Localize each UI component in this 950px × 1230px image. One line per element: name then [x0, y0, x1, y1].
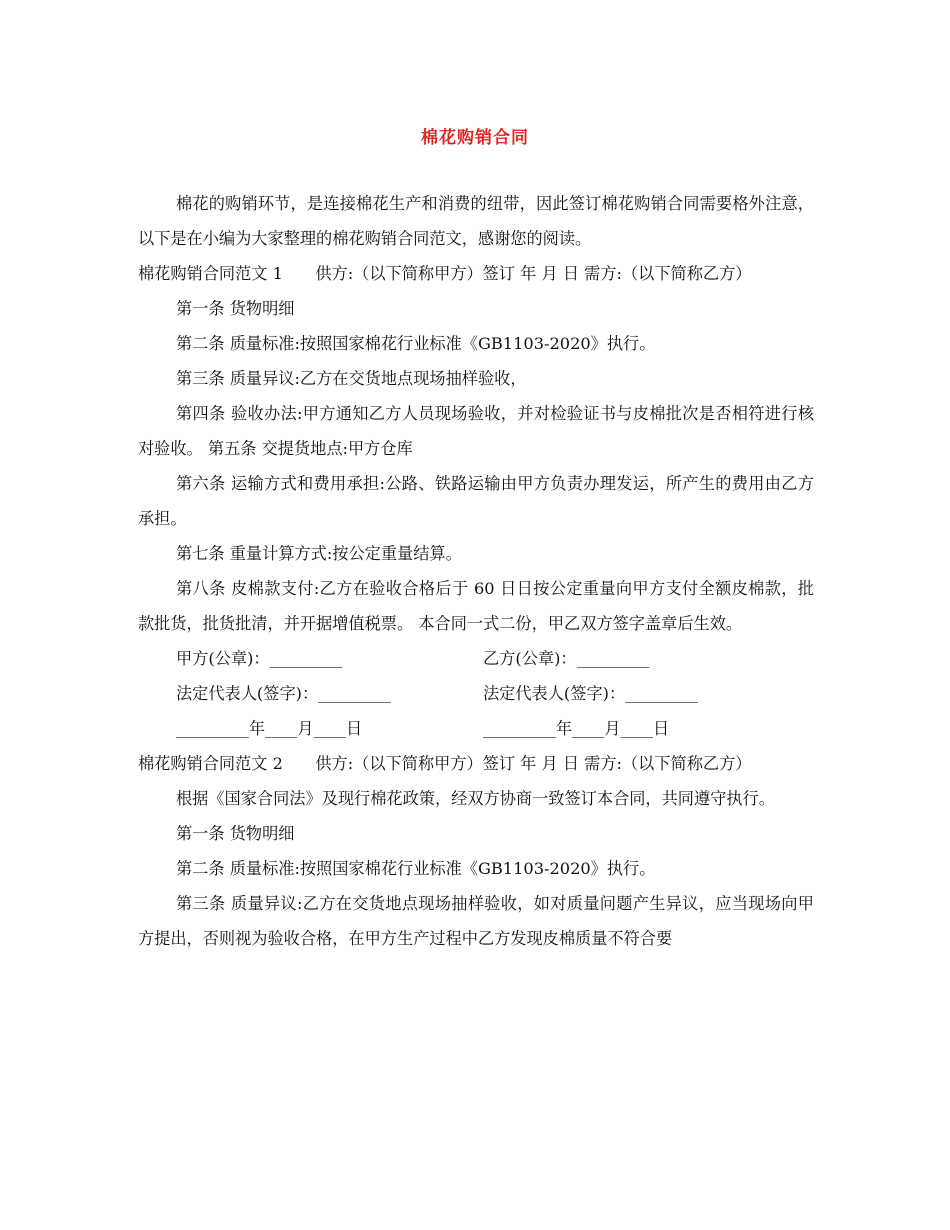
party-b-seal-line: 乙方(公章)：_________ — [483, 649, 650, 668]
document-body — [138, 186, 814, 956]
sample2-article-2: 第二条 质量标准:按照国家棉花行业标准《GB1103-2020》执行。 — [176, 859, 656, 878]
sample1-article-6: 第六条 运输方式和费用承担:公路、铁路运输由甲方负责办理发运，所产生的费用由乙方承担。 — [138, 474, 814, 528]
party-b-date-line: _________年____月____日 — [483, 719, 670, 738]
sample1-article-8: 第八条 皮棉款支付:乙方在验收合格后于 60 日日按公定重量向甲方支付全额皮棉款，批款批货，批货批清，并开据增值税票。 本合同一式二份，甲乙双方签字盖章后生效。 — [138, 579, 814, 633]
signature-seal-row — [138, 641, 814, 676]
party-b-rep-line: 法定代表人(签字)：_________ — [483, 684, 698, 703]
party-a-seal-line: 甲方(公章)：_________ — [176, 649, 343, 668]
signature-date-row — [138, 711, 814, 746]
intro-paragraph: 棉花的购销环节，是连接棉花生产和消费的纽带，因此签订棉花购销合同需要格外注意，以下是在小编为大家整理的棉花购销合同范文，感谢您的阅读。 — [138, 194, 814, 248]
signature-rep-row — [138, 676, 814, 711]
sample1-article-4-5: 第四条 验收办法:甲方通知乙方人员现场验收，并对检验证书与皮棉批次是否相符进行核对验收。 第五条 交提货地点:甲方仓库 — [138, 404, 814, 458]
sample2-preamble: 根据《国家合同法》及现行棉花政策，经双方协商一致签订本合同，共同遵守执行。 — [176, 789, 775, 808]
party-a-date-line: _________年____月____日 — [176, 719, 363, 738]
sample2-heading: 棉花购销合同范文 2 供方:（以下简称甲方）签订 年 月 日 需方:（以下简称乙方） — [138, 754, 752, 773]
sample1-article-1: 第一条 货物明细 — [176, 299, 295, 318]
document-title: 棉花购销合同 — [421, 128, 529, 148]
sample1-heading: 棉花购销合同范文 1 供方:（以下简称甲方）签订 年 月 日 需方:（以下简称乙方） — [138, 264, 752, 283]
sample1-article-7: 第七条 重量计算方式:按公定重量结算。 — [176, 544, 462, 563]
sample2-article-3: 第三条 质量异议:乙方在交货地点现场抽样验收，如对质量问题产生异议，应当现场向甲方提出，否则视为验收合格，在甲方生产过程中乙方发现皮棉质量不符合要 — [138, 894, 814, 948]
sample2-article-1: 第一条 货物明细 — [176, 824, 295, 843]
sample1-article-3: 第三条 质量异议:乙方在交货地点现场抽样验收， — [176, 369, 527, 388]
party-a-rep-line: 法定代表人(签字)：_________ — [176, 684, 391, 703]
sample1-article-2: 第二条 质量标准:按照国家棉花行业标准《GB1103-2020》执行。 — [176, 334, 656, 353]
